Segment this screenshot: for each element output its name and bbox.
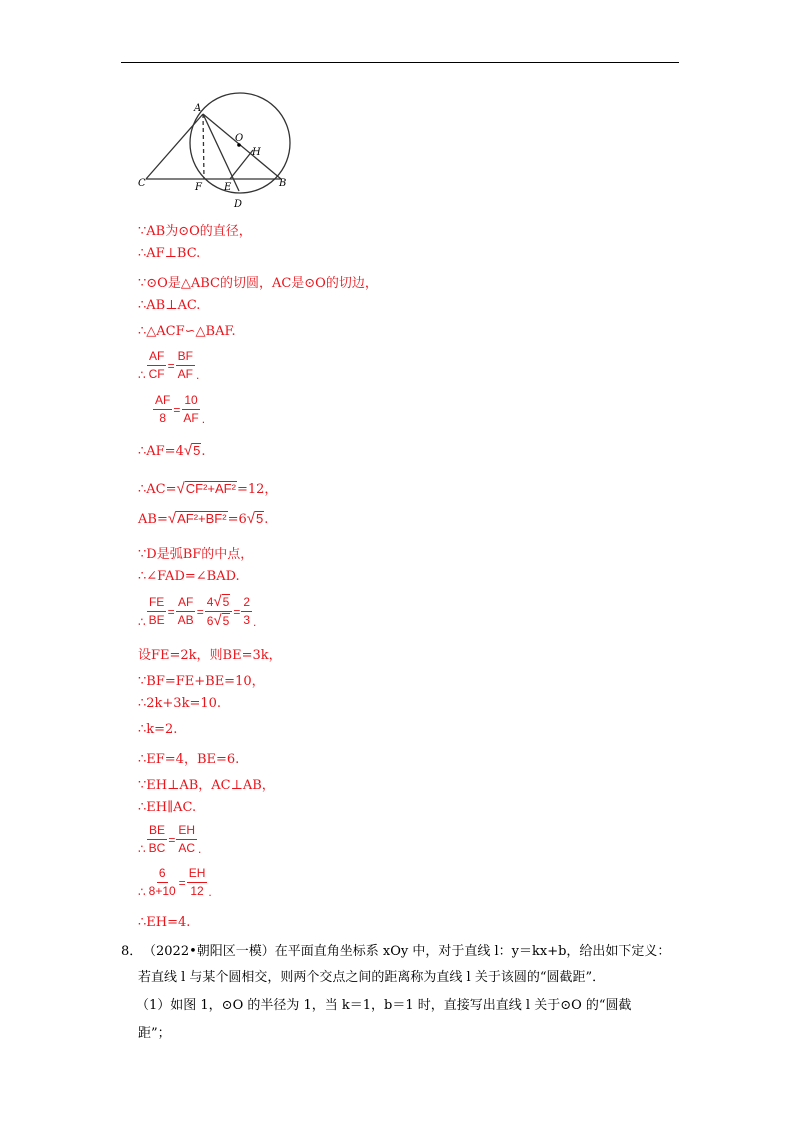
step-11: 设FE=2k，则BE=3k，	[138, 648, 282, 663]
header-rule	[121, 62, 679, 63]
fraction-equation-2: $\frac{AF}{8}$ = $\frac{10}{AF}$ .	[155, 393, 206, 426]
problem-line-3: （1）如图 1，⊙O 的半径为 1，当 k＝1，b＝1 时，直接写出直线 l 关于⊙O 的“圆截	[136, 998, 632, 1013]
label-d: D	[234, 199, 243, 210]
segment-eh	[230, 150, 253, 179]
label-b: B	[279, 178, 287, 189]
step-13: ∴2k+3k=10.	[138, 696, 222, 711]
step-18: ∴EH=4.	[138, 915, 191, 930]
step-1: ∵AB为⊙O的直径，	[138, 224, 252, 239]
fraction-equation-1: ∴ $\frac{AF}{CF}$ = $\frac{BF}{AF}$ .	[138, 349, 200, 382]
step-16: ∵EH⊥AB，AC⊥AB，	[138, 778, 275, 793]
label-e: E	[224, 182, 232, 193]
step-8: AB= √ AF²+BF² =6 √ 5 .	[138, 510, 269, 527]
geometry-figure	[136, 92, 298, 212]
step-3: ∵⊙O是△ABC的切圆，AC是⊙O的切边，	[138, 276, 378, 291]
label-a: A	[194, 103, 202, 114]
step-4: ∴AB⊥AC.	[138, 298, 201, 313]
problem-line-4: 距”；	[138, 1026, 171, 1041]
fraction-equation-4: ∴ $\frac{BE}{BC}$ = $\frac{EH}{AC}$ .	[138, 823, 202, 856]
step-2: ∴AF⊥BC.	[138, 246, 201, 261]
problem-line-1: （2022•朝阳区一模）在平面直角坐标系 xOy 中，对于直线 l：y＝kx+b，给出如下定义：	[143, 944, 671, 959]
step-15: ∴EF=4，BE=6.	[138, 752, 240, 767]
label-h: H	[252, 147, 261, 158]
label-c: C	[138, 178, 146, 189]
fraction-equation-5: ∴ $\frac{6}{8+10}$ = $\frac{EH}{12}$ .	[138, 866, 212, 899]
segment-ca	[146, 114, 203, 179]
problem-number: 8．	[121, 944, 143, 959]
label-f: F	[195, 182, 202, 193]
step-7: ∴AC= √ CF²+AF² =12，	[138, 480, 278, 497]
fraction-equation-3: ∴ $\frac{FE}{BE}$ = $\frac{AF}{AB}$ = 4 √ 5 6 √ 5 = $\frac{2}{3}$ .	[138, 593, 257, 629]
step-12: ∵BF=FE+BE=10，	[138, 674, 265, 689]
step-14: ∴k=2.	[138, 722, 178, 737]
problem-line-2: 若直线 l 与某个圆相交，则两个交点之间的距离称为直线 l 关于该圆的“圆截距”．	[138, 970, 606, 985]
step-5: ∴△ACF∽△BAF.	[138, 324, 236, 339]
segment-ab	[203, 114, 281, 179]
segment-af	[203, 114, 204, 179]
step-17: ∴EH∥AC.	[138, 800, 197, 815]
step-10: ∴∠FAD=∠BAD.	[138, 569, 240, 584]
step-9: ∵D是弧BF的中点，	[138, 547, 254, 562]
label-o: O	[235, 133, 244, 144]
step-6: ∴AF=4 √ 5 .	[138, 442, 206, 459]
